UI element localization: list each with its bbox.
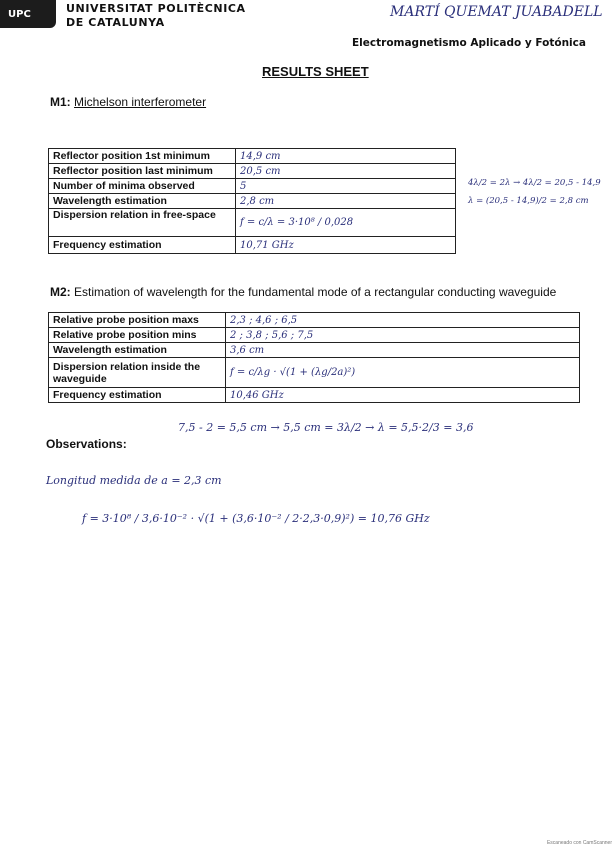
m2-name: Estimation of wavelength for the fundamental mode of a rectangular conducting waveguide — [74, 285, 557, 299]
table-row — [49, 149, 456, 164]
m2-label-0: Relative probe position maxs — [49, 313, 226, 328]
m1-name: Michelson interferometer — [74, 95, 207, 109]
m1-value-1: 20,5 cm — [236, 164, 456, 179]
m1-label-5: Frequency estimation — [49, 237, 236, 254]
m1-value-2: 5 — [236, 179, 456, 194]
observations-line-2: f = 3·10⁸ / 3,6·10⁻² · √(1 + (3,6·10⁻² / 2·2,3·0,9)²) = 10,76 GHz — [82, 512, 430, 525]
wavelength-calc-line: 7,5 - 2 = 5,5 cm → 5,5 cm = 3λ/2 → λ = 5,5·2/3 = 3,6 — [178, 421, 474, 434]
university-name-line2: DE CATALUNYA — [66, 16, 165, 29]
m1-label-2: Number of minima observed — [49, 179, 236, 194]
m2-label-3: Dispersion relation inside the waveguide — [49, 358, 226, 388]
m1-label-3: Wavelength estimation — [49, 194, 236, 209]
m1-value-5: 10,71 GHz — [236, 237, 456, 254]
m1-value-0: 14,9 cm — [236, 149, 456, 164]
m1-value-3: 2,8 cm — [236, 194, 456, 209]
table-row — [49, 237, 456, 254]
table-row — [49, 328, 580, 343]
scanner-watermark: Escaneado con CamScanner — [546, 840, 612, 846]
table-row — [49, 313, 580, 328]
table-row — [49, 164, 456, 179]
m2-value-1: 2 ; 3,8 ; 5,6 ; 7,5 — [226, 328, 580, 343]
m1-table — [48, 148, 456, 254]
m1-code: M1: — [50, 95, 71, 109]
page-title: RESULTS SHEET — [262, 64, 369, 79]
m1-label-4: Dispersion relation in free-space — [49, 209, 236, 237]
m2-value-4: 10,46 GHz — [226, 388, 580, 403]
m2-label-1: Relative probe position mins — [49, 328, 226, 343]
m1-heading — [50, 95, 206, 109]
observations-label: Observations: — [46, 437, 127, 451]
m2-heading — [50, 285, 590, 299]
table-row — [49, 358, 580, 388]
course-name: Electromagnetismo Aplicado y Fotónica — [352, 37, 586, 49]
m1-side-note-1: 4λ/2 = 2λ → 4λ/2 = 20,5 - 14,9 — [468, 178, 601, 188]
m1-label-0: Reflector position 1st minimum — [49, 149, 236, 164]
table-row — [49, 388, 580, 403]
m2-label-2: Wavelength estimation — [49, 343, 226, 358]
table-row — [49, 179, 456, 194]
upc-logo: UPC — [0, 0, 56, 28]
m1-side-note-2: λ = (20,5 - 14,9)/2 = 2,8 cm — [468, 196, 589, 206]
m2-value-3: f = c/λg · √(1 + (λg/2a)²) — [226, 358, 580, 388]
m2-value-0: 2,3 ; 4,6 ; 6,5 — [226, 313, 580, 328]
m2-value-2: 3,6 cm — [226, 343, 580, 358]
observations-line-1: Longitud medida de a = 2,3 cm — [46, 474, 222, 487]
table-row — [49, 209, 456, 237]
m1-label-1: Reflector position last minimum — [49, 164, 236, 179]
m2-table — [48, 312, 580, 403]
m1-value-4: f = c/λ = 3·10⁸ / 0,028 — [236, 209, 456, 237]
table-row — [49, 343, 580, 358]
student-name: MARTÍ QUEMAT JUABADELL — [390, 4, 603, 20]
table-row — [49, 194, 456, 209]
university-name-line1: UNIVERSITAT POLITÈCNICA — [66, 2, 246, 15]
m2-label-4: Frequency estimation — [49, 388, 226, 403]
m2-code: M2: — [50, 285, 71, 299]
